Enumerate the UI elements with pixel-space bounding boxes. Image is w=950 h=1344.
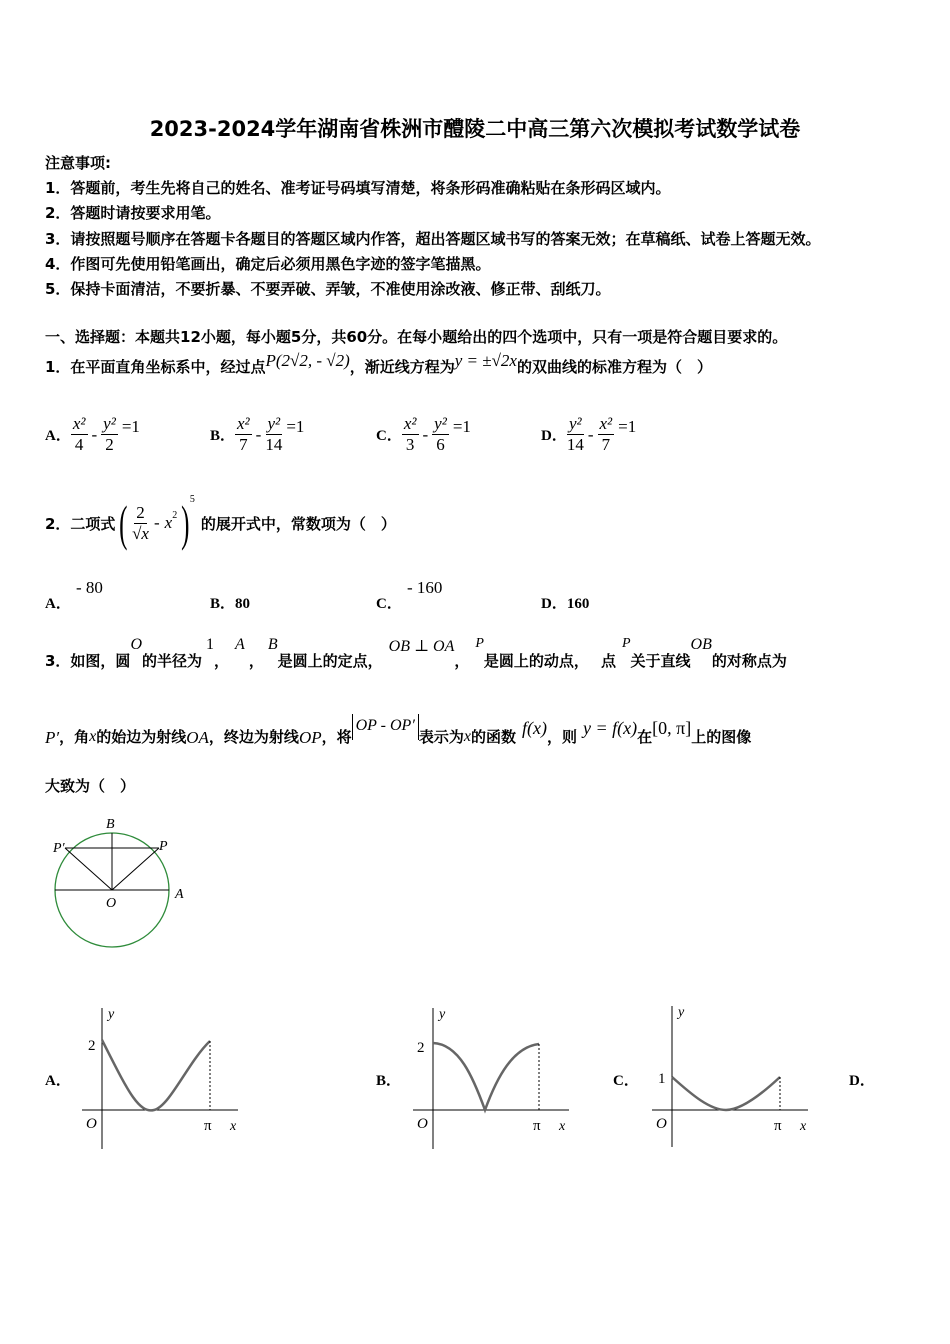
- q3-text: 的始边为射线: [96, 728, 187, 746]
- notice-item: 2．答题时请按要求用笔。: [45, 204, 221, 222]
- origin-label: O: [656, 1116, 667, 1132]
- math-B: B: [267, 636, 278, 653]
- q2-option-c[interactable]: [376, 577, 443, 612]
- radius-op-prime: [65, 848, 112, 890]
- minus-sign: -: [422, 424, 429, 444]
- q3-text: ，则: [546, 728, 577, 746]
- fraction-numerator: y²: [103, 414, 116, 433]
- q3-text: 的函数: [470, 728, 516, 746]
- equals-one: =1: [618, 416, 637, 436]
- option-label: A．: [45, 596, 71, 612]
- y-label: y: [439, 1007, 446, 1022]
- equals-one: =1: [286, 416, 305, 436]
- math-OB: OB: [690, 636, 712, 653]
- y-value: 1: [658, 1071, 666, 1087]
- q1-option-d[interactable]: [541, 414, 636, 455]
- math-fx: f(x): [521, 718, 547, 738]
- y-label: y: [678, 1005, 685, 1020]
- origin-label: O: [86, 1116, 97, 1132]
- q3-text: 点: [600, 652, 616, 670]
- option-label: D．: [541, 428, 567, 444]
- label-O: O: [106, 896, 117, 911]
- curve: [102, 1040, 210, 1110]
- fraction-numerator: y²: [267, 414, 281, 433]
- q1-point: P(2√2, - √2): [265, 350, 350, 370]
- fraction-numerator: x²: [599, 414, 613, 433]
- q3-option-d-label[interactable]: D．: [849, 1073, 875, 1089]
- q3-text: 关于直线: [630, 652, 691, 670]
- notice-item: 5．保持卡面清洁，不要折暴、不要弄破、弄皱，不准使用涂改液、修正带、刮纸刀。: [45, 280, 611, 298]
- option-value: - 160: [406, 578, 443, 597]
- math-P: P: [621, 636, 631, 651]
- q1-option-b[interactable]: [210, 414, 304, 455]
- y-value: 2: [417, 1040, 425, 1056]
- q3-text: ，角: [59, 728, 90, 746]
- math-one: 1: [206, 636, 215, 653]
- x-label: x: [800, 1119, 807, 1134]
- math-abs-expression: OP - OP′: [352, 714, 419, 740]
- q3-text: 的对称点为: [711, 652, 787, 670]
- fraction-denominator: 6: [436, 435, 445, 454]
- q1-prefix: 1．在平面直角坐标系中，经过点: [45, 358, 266, 376]
- math-OP: OP: [298, 728, 322, 747]
- math-OA: OA: [186, 728, 209, 747]
- curve: [672, 1077, 780, 1110]
- math-x: x: [89, 728, 97, 745]
- q3-text: 是圆上的动点，: [483, 652, 589, 670]
- power: 5: [189, 493, 195, 505]
- option-label: B．: [210, 428, 236, 444]
- circle-figure: [45, 812, 205, 957]
- option-value: - 80: [75, 578, 103, 597]
- q2-prefix: 2．二项式: [45, 514, 116, 533]
- math-P-prime: P′: [45, 728, 60, 747]
- label-P: P: [159, 839, 168, 854]
- pi-label: π: [774, 1118, 782, 1134]
- exponent: 2: [172, 509, 178, 521]
- math-interval: [0, π]: [652, 718, 692, 738]
- q1-option-a[interactable]: [45, 414, 140, 455]
- minus-sign: -: [587, 424, 594, 444]
- section-heading: 一、选择题：本题共12小题，每小题5分，共60分。在每小题给出的四个选项中，只有一项是符合题目要求的。: [45, 328, 788, 346]
- equals-one: =1: [452, 416, 471, 436]
- q3-text: ，: [454, 652, 470, 670]
- notice-item: 3．请按照题号顺序在答题卡各题目的答题区域内作答，超出答题区域书写的答案无效；在草稿纸、试卷上答题无效。: [45, 230, 821, 248]
- pi-label: π: [204, 1118, 212, 1134]
- q2-suffix: 的展开式中，常数项为（ ）: [200, 514, 396, 533]
- x-label: x: [230, 1119, 237, 1134]
- q2-option-b[interactable]: [210, 592, 250, 613]
- q3-graph-c[interactable]: [648, 1000, 818, 1150]
- fraction-numerator: x²: [237, 414, 250, 433]
- label-P-prime: P′: [53, 841, 65, 856]
- option-label: A．: [45, 428, 71, 444]
- q3-graph-a[interactable]: [78, 1002, 248, 1152]
- q3-text: ，: [214, 652, 230, 670]
- q3-text: 表示为: [418, 728, 464, 746]
- minus-sign: -: [255, 424, 262, 444]
- q1-suffix: 的双曲线的标准方程为（ ）: [516, 358, 712, 376]
- q3-option-c-label[interactable]: C．: [613, 1073, 639, 1089]
- option-value: 80: [235, 596, 251, 612]
- q3-text: 在: [637, 728, 653, 746]
- q3-text: 上的图像: [691, 728, 752, 746]
- fraction-denominator: √x: [132, 523, 149, 543]
- notice-item: 1．答题前，考生先将自己的姓名、准考证号码填写清楚，将条形码准确粘贴在条形码区域内。: [45, 179, 671, 197]
- curve: [433, 1043, 539, 1110]
- q3-text: ，终边为射线: [208, 728, 299, 746]
- y-label: y: [108, 1007, 115, 1022]
- fraction-denominator: 4: [74, 435, 84, 454]
- q3-text: 的半径为: [142, 652, 203, 670]
- question-1: [45, 350, 712, 377]
- variable-x: x: [164, 513, 173, 532]
- math-perp: OB ⊥ OA: [388, 638, 455, 655]
- fraction-numerator: x²: [403, 414, 417, 433]
- minus-sign: -: [91, 424, 98, 444]
- q3-text: ，将: [321, 728, 352, 746]
- question-3: [45, 636, 787, 671]
- origin-label: O: [417, 1116, 428, 1132]
- label-B: B: [106, 817, 115, 832]
- x-label: x: [559, 1119, 566, 1134]
- radius-op: [112, 848, 159, 890]
- q1-mid: ，渐近线方程为: [349, 358, 455, 376]
- fraction-numerator: y²: [569, 414, 582, 433]
- fraction-numerator: x²: [72, 414, 86, 433]
- fraction-denominator: 7: [601, 435, 611, 454]
- math-P: P: [475, 636, 484, 651]
- math-x: x: [463, 728, 471, 745]
- q3-text: 是圆上的定点，: [277, 652, 383, 670]
- notice-heading: 注意事项:: [45, 154, 111, 172]
- math-A: A: [235, 636, 245, 653]
- fraction-denominator: 7: [239, 435, 248, 454]
- q3-text: 3．如图，圆: [45, 652, 131, 670]
- pi-label: π: [533, 1118, 541, 1134]
- y-value: 2: [88, 1038, 96, 1054]
- option-label: D．: [541, 596, 567, 612]
- q2-option-a[interactable]: [45, 577, 103, 612]
- fraction-numerator: y²: [434, 414, 447, 433]
- q3-text: ，: [248, 652, 264, 670]
- math-y-fx: y = f(x): [582, 718, 638, 738]
- math-O: O: [130, 636, 143, 653]
- option-label: C．: [376, 596, 402, 612]
- q3-graph-b[interactable]: [409, 1002, 579, 1152]
- q2-option-d[interactable]: [541, 592, 589, 613]
- q1-option-c[interactable]: [376, 414, 471, 455]
- q3-option-a-label[interactable]: A．: [45, 1073, 71, 1089]
- equals-one: =1: [121, 416, 140, 436]
- fraction-denominator: 3: [405, 435, 415, 454]
- question-2: [45, 493, 396, 553]
- option-label: B．: [210, 596, 236, 612]
- option-value: 160: [566, 596, 590, 612]
- minus-sign: -: [153, 513, 160, 532]
- label-A: A: [175, 887, 184, 902]
- fraction-numerator: 2: [136, 502, 145, 522]
- fraction-denominator: 14: [566, 435, 584, 454]
- q3-line3: 大致为（ ）: [45, 777, 136, 795]
- notice-item: 4．作图可先使用铅笔画出，确定后必须用黑色字迹的签字笔描黑。: [45, 255, 491, 273]
- q3-option-b-label[interactable]: B．: [376, 1073, 402, 1089]
- fraction-denominator: 2: [105, 435, 114, 454]
- paren-left: (: [119, 495, 128, 551]
- fraction-denominator: 14: [265, 435, 283, 454]
- q1-asymptote: y = ±√2x: [454, 350, 517, 370]
- option-label: C．: [376, 428, 402, 444]
- page-title: 2023-2024学年湖南省株洲市醴陵二中高三第六次模拟考试数学试卷: [149, 117, 801, 141]
- question-3-line2: [45, 714, 751, 748]
- paren-right: ): [181, 495, 190, 551]
